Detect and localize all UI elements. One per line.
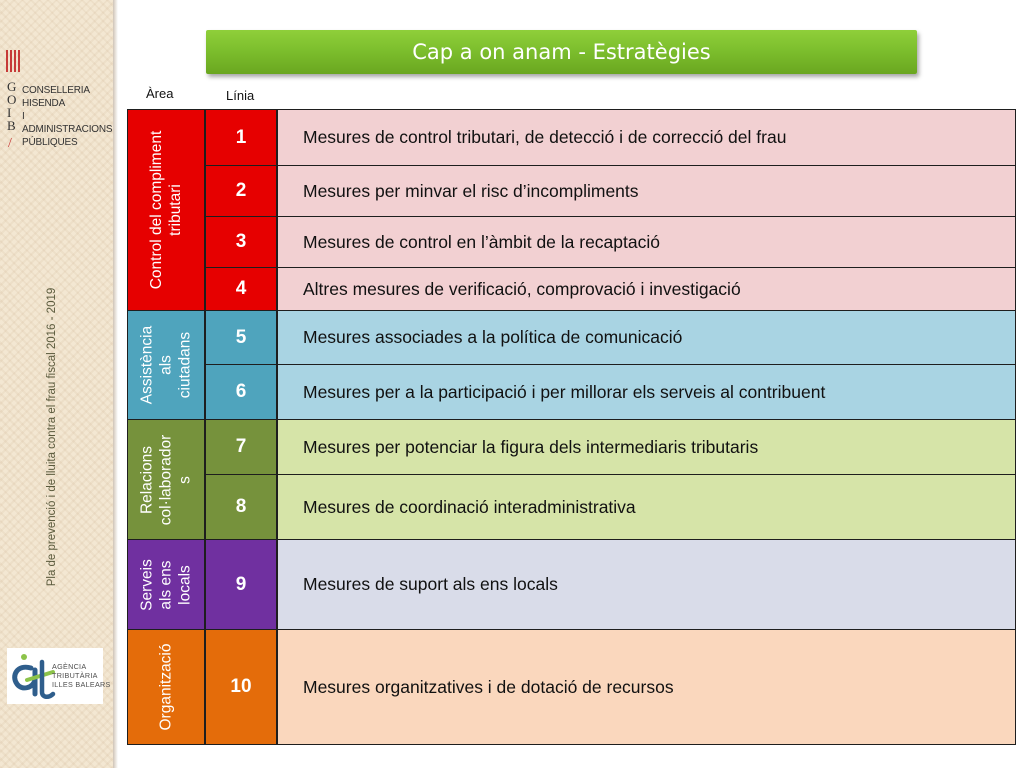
goib-letter: I [7, 105, 12, 120]
goib-text [22, 84, 112, 149]
line-number: 3 [205, 216, 277, 268]
area-label: Assistència als ciutadans [138, 325, 194, 405]
goib-shield-icon [6, 50, 20, 72]
area-cell [127, 310, 205, 420]
goib-letters [7, 80, 21, 132]
agencia-text-line: AGÈNCIA [52, 662, 87, 671]
line-description: Mesures de suport als ens locals [277, 539, 1016, 630]
column-header-linia: Línia [226, 88, 255, 103]
title-bar [206, 30, 917, 74]
line-number: 1 [205, 109, 277, 166]
line-description: Mesures de control en l’àmbit de la recaptació [277, 216, 1016, 268]
agencia-text [52, 662, 111, 689]
area-label: Serveis als ens locals [138, 558, 194, 611]
line-description: Mesures associades a la política de comunicació [277, 310, 1016, 365]
area-cell [127, 539, 205, 630]
goib-logo [4, 44, 113, 154]
line-description: Mesures per potenciar la figura dels intermediaris tributaris [277, 419, 1016, 475]
column-header-area: Àrea [146, 86, 174, 101]
line-number: 8 [205, 474, 277, 540]
area-cell [127, 109, 205, 311]
line-number: 5 [205, 310, 277, 365]
agencia-logo [7, 648, 111, 704]
area-label: Control del compliment tributari [148, 130, 184, 290]
agencia-text-line: TRIBUTÀRIA [52, 671, 98, 680]
side-band [0, 0, 113, 768]
line-number: 6 [205, 364, 277, 420]
line-number: 7 [205, 419, 277, 475]
page-title: Cap a on anam - Estratègies [412, 40, 711, 64]
area-cell [127, 629, 205, 745]
goib-text-line: HISENDA [22, 98, 66, 109]
area-label: Relacions col·laborador s [138, 434, 194, 525]
line-number: 10 [205, 629, 277, 745]
goib-text-line: PÚBLIQUES [22, 137, 78, 148]
goib-text-line: I ADMINISTRACIONS [22, 111, 113, 135]
line-number: 4 [205, 267, 277, 311]
area-label: Organització [157, 643, 175, 731]
goib-text-line: CONSELLERIA [22, 85, 90, 96]
area-cell [127, 419, 205, 540]
goib-letter: G [7, 79, 17, 94]
agencia-text-line: ILLES BALEARS [52, 680, 111, 689]
line-description: Mesures organitzatives i de dotació de recursos [277, 629, 1016, 745]
line-description: Altres mesures de verificació, comprovació i investigació [277, 267, 1016, 311]
side-caption: Pla de prevenció i de lluita contra el frau fiscal 2016 - 2019 [46, 287, 58, 587]
line-description: Mesures per a la participació i per millorar els serveis al contribuent [277, 364, 1016, 420]
side-band-shadow [113, 0, 118, 768]
line-description: Mesures de coordinació interadministrativa [277, 474, 1016, 540]
strategies-table [127, 109, 1016, 744]
line-description: Mesures per minvar el risc d’incompliments [277, 165, 1016, 217]
line-number: 9 [205, 539, 277, 630]
goib-slash-icon: / [8, 136, 12, 151]
line-number: 2 [205, 165, 277, 217]
line-description: Mesures de control tributari, de detecció i de correcció del frau [277, 109, 1016, 166]
goib-letter: B [7, 118, 16, 133]
goib-letter: O [7, 92, 17, 107]
